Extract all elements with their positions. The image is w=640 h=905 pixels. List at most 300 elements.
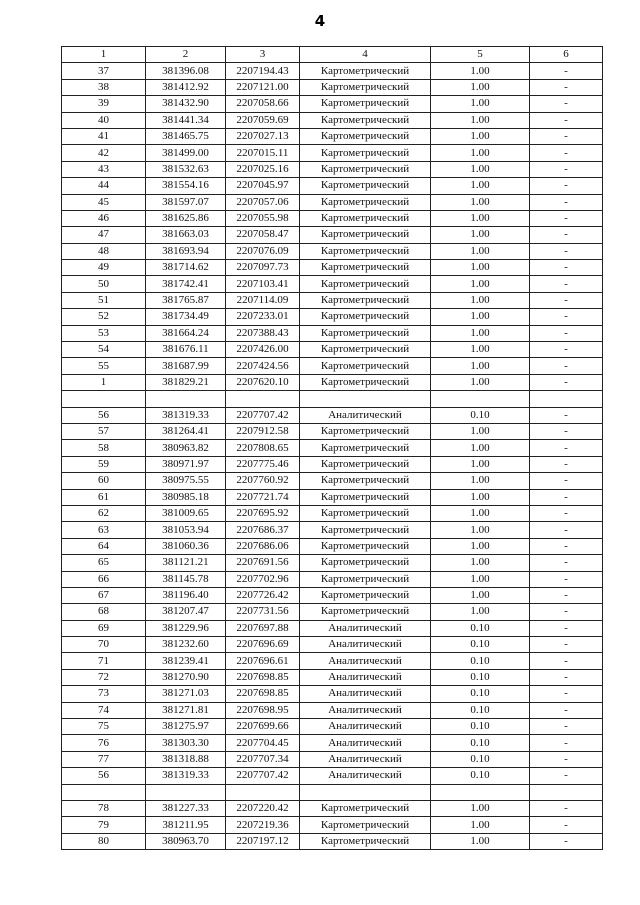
point-number-cell: 53 <box>62 325 146 341</box>
y-coordinate-cell: 2207696.69 <box>226 637 300 653</box>
x-coordinate-cell: 380971.97 <box>146 456 226 472</box>
header-cell-col5: 5 <box>431 47 530 63</box>
point-number-cell: 63 <box>62 522 146 538</box>
method-cell: Картометрический <box>300 309 431 325</box>
method-cell: Картометрический <box>300 325 431 341</box>
table-row <box>62 374 603 390</box>
accuracy-cell <box>431 391 530 407</box>
method-cell: Картометрический <box>300 79 431 95</box>
table-row <box>62 161 603 177</box>
x-coordinate-cell: 381211.95 <box>146 817 226 833</box>
note-cell <box>530 784 603 800</box>
point-number-cell: 55 <box>62 358 146 374</box>
y-coordinate-cell: 2207220.42 <box>226 800 300 816</box>
x-coordinate-cell: 381532.63 <box>146 161 226 177</box>
note-cell: - <box>530 489 603 505</box>
table-row <box>62 276 603 292</box>
table-row <box>62 292 603 308</box>
point-number-cell: 59 <box>62 456 146 472</box>
x-coordinate-cell: 381264.41 <box>146 423 226 439</box>
method-cell: Картометрический <box>300 456 431 472</box>
coordinates-table <box>61 46 603 850</box>
accuracy-cell: 1.00 <box>431 325 530 341</box>
point-number-cell: 62 <box>62 505 146 521</box>
note-cell: - <box>530 128 603 144</box>
note-cell: - <box>530 571 603 587</box>
x-coordinate-cell: 381663.03 <box>146 227 226 243</box>
method-cell: Картометрический <box>300 276 431 292</box>
accuracy-cell: 1.00 <box>431 522 530 538</box>
note-cell: - <box>530 768 603 784</box>
method-cell: Картометрический <box>300 817 431 833</box>
table-row <box>62 227 603 243</box>
y-coordinate-cell: 2207760.92 <box>226 473 300 489</box>
accuracy-cell: 1.00 <box>431 342 530 358</box>
table-row <box>62 407 603 423</box>
note-cell: - <box>530 276 603 292</box>
accuracy-cell: 1.00 <box>431 79 530 95</box>
y-coordinate-cell: 2207114.09 <box>226 292 300 308</box>
table-row <box>62 79 603 95</box>
note-cell: - <box>530 112 603 128</box>
accuracy-cell: 1.00 <box>431 243 530 259</box>
table-row <box>62 833 603 849</box>
point-number-cell: 41 <box>62 128 146 144</box>
point-number-cell: 73 <box>62 686 146 702</box>
accuracy-cell: 1.00 <box>431 63 530 79</box>
x-coordinate-cell: 381009.65 <box>146 505 226 521</box>
accuracy-cell: 0.10 <box>431 407 530 423</box>
note-cell: - <box>530 440 603 456</box>
accuracy-cell: 0.10 <box>431 702 530 718</box>
method-cell: Картометрический <box>300 194 431 210</box>
table-row <box>62 522 603 538</box>
note-cell: - <box>530 292 603 308</box>
point-number-cell: 57 <box>62 423 146 439</box>
method-cell: Аналитический <box>300 719 431 735</box>
point-number-cell: 51 <box>62 292 146 308</box>
note-cell: - <box>530 637 603 653</box>
x-coordinate-cell: 381196.40 <box>146 587 226 603</box>
y-coordinate-cell: 2207197.12 <box>226 833 300 849</box>
note-cell: - <box>530 325 603 341</box>
point-number-cell <box>62 391 146 407</box>
table-row <box>62 571 603 587</box>
accuracy-cell: 1.00 <box>431 473 530 489</box>
note-cell: - <box>530 161 603 177</box>
accuracy-cell: 1.00 <box>431 96 530 112</box>
method-cell: Аналитический <box>300 751 431 767</box>
table-row <box>62 817 603 833</box>
method-cell: Картометрический <box>300 440 431 456</box>
x-coordinate-cell <box>146 391 226 407</box>
accuracy-cell: 1.00 <box>431 292 530 308</box>
note-cell: - <box>530 686 603 702</box>
table-row <box>62 719 603 735</box>
y-coordinate-cell: 2207726.42 <box>226 587 300 603</box>
y-coordinate-cell: 2207697.88 <box>226 620 300 636</box>
accuracy-cell: 0.10 <box>431 620 530 636</box>
method-cell: Картометрический <box>300 522 431 538</box>
x-coordinate-cell: 381232.60 <box>146 637 226 653</box>
method-cell: Картометрический <box>300 63 431 79</box>
method-cell: Картометрический <box>300 800 431 816</box>
note-cell: - <box>530 751 603 767</box>
method-cell: Аналитический <box>300 653 431 669</box>
accuracy-cell: 1.00 <box>431 112 530 128</box>
note-cell: - <box>530 407 603 423</box>
x-coordinate-cell: 381714.62 <box>146 260 226 276</box>
y-coordinate-cell: 2207219.36 <box>226 817 300 833</box>
header-cell-col6: 6 <box>530 47 603 63</box>
point-number-cell: 75 <box>62 719 146 735</box>
note-cell: - <box>530 79 603 95</box>
accuracy-cell: 1.00 <box>431 833 530 849</box>
note-cell: - <box>530 587 603 603</box>
method-cell: Картометрический <box>300 571 431 587</box>
x-coordinate-cell: 381664.24 <box>146 325 226 341</box>
table-row <box>62 604 603 620</box>
y-coordinate-cell: 2207424.56 <box>226 358 300 374</box>
x-coordinate-cell: 380975.55 <box>146 473 226 489</box>
point-number-cell: 56 <box>62 768 146 784</box>
point-number-cell: 69 <box>62 620 146 636</box>
accuracy-cell: 1.00 <box>431 571 530 587</box>
table-row <box>62 63 603 79</box>
point-number-cell: 50 <box>62 276 146 292</box>
note-cell: - <box>530 817 603 833</box>
header-cell-col1: 1 <box>62 47 146 63</box>
point-number-cell: 60 <box>62 473 146 489</box>
header-cell-col3: 3 <box>226 47 300 63</box>
note-cell: - <box>530 555 603 571</box>
method-cell: Картометрический <box>300 555 431 571</box>
point-number-cell: 1 <box>62 374 146 390</box>
method-cell: Картометрический <box>300 210 431 226</box>
x-coordinate-cell: 381121.21 <box>146 555 226 571</box>
table-row <box>62 473 603 489</box>
note-cell: - <box>530 669 603 685</box>
accuracy-cell: 0.10 <box>431 686 530 702</box>
y-coordinate-cell: 2207015.11 <box>226 145 300 161</box>
table-row <box>62 768 603 784</box>
x-coordinate-cell: 381499.00 <box>146 145 226 161</box>
method-cell: Картометрический <box>300 538 431 554</box>
method-cell: Картометрический <box>300 505 431 521</box>
method-cell: Картометрический <box>300 292 431 308</box>
accuracy-cell: 1.00 <box>431 260 530 276</box>
accuracy-cell: 0.10 <box>431 653 530 669</box>
x-coordinate-cell: 381145.78 <box>146 571 226 587</box>
table-row <box>62 210 603 226</box>
y-coordinate-cell: 2207103.41 <box>226 276 300 292</box>
note-cell: - <box>530 260 603 276</box>
table-row <box>62 637 603 653</box>
table-row <box>62 505 603 521</box>
table-row <box>62 653 603 669</box>
accuracy-cell: 0.10 <box>431 637 530 653</box>
table-row <box>62 96 603 112</box>
point-number-cell: 56 <box>62 407 146 423</box>
accuracy-cell: 1.00 <box>431 374 530 390</box>
point-number-cell: 64 <box>62 538 146 554</box>
method-cell: Аналитический <box>300 768 431 784</box>
method-cell: Картометрический <box>300 342 431 358</box>
point-number-cell: 78 <box>62 800 146 816</box>
method-cell: Картометрический <box>300 374 431 390</box>
table-row <box>62 784 603 800</box>
table-row <box>62 309 603 325</box>
point-number-cell: 65 <box>62 555 146 571</box>
note-cell: - <box>530 63 603 79</box>
method-cell: Картометрический <box>300 833 431 849</box>
x-coordinate-cell: 381227.33 <box>146 800 226 816</box>
x-coordinate-cell: 381412.92 <box>146 79 226 95</box>
accuracy-cell: 1.00 <box>431 538 530 554</box>
x-coordinate-cell: 380985.18 <box>146 489 226 505</box>
accuracy-cell: 1.00 <box>431 505 530 521</box>
x-coordinate-cell: 381207.47 <box>146 604 226 620</box>
y-coordinate-cell: 2207775.46 <box>226 456 300 472</box>
method-cell: Картометрический <box>300 587 431 603</box>
table-row <box>62 735 603 751</box>
accuracy-cell: 1.00 <box>431 210 530 226</box>
method-cell <box>300 784 431 800</box>
y-coordinate-cell: 2207707.34 <box>226 751 300 767</box>
x-coordinate-cell: 381742.41 <box>146 276 226 292</box>
point-number-cell: 54 <box>62 342 146 358</box>
y-coordinate-cell: 2207121.00 <box>226 79 300 95</box>
y-coordinate-cell: 2207027.13 <box>226 128 300 144</box>
y-coordinate-cell: 2207055.98 <box>226 210 300 226</box>
point-number-cell: 58 <box>62 440 146 456</box>
x-coordinate-cell: 381441.34 <box>146 112 226 128</box>
note-cell: - <box>530 538 603 554</box>
table-row <box>62 702 603 718</box>
method-cell: Аналитический <box>300 702 431 718</box>
note-cell: - <box>530 342 603 358</box>
note-cell: - <box>530 735 603 751</box>
x-coordinate-cell <box>146 784 226 800</box>
method-cell: Картометрический <box>300 96 431 112</box>
x-coordinate-cell: 381239.41 <box>146 653 226 669</box>
x-coordinate-cell: 381319.33 <box>146 407 226 423</box>
table-row <box>62 145 603 161</box>
table-row <box>62 260 603 276</box>
accuracy-cell: 1.00 <box>431 276 530 292</box>
table-row <box>62 423 603 439</box>
table-row <box>62 620 603 636</box>
y-coordinate-cell: 2207076.09 <box>226 243 300 259</box>
y-coordinate-cell: 2207699.66 <box>226 719 300 735</box>
note-cell: - <box>530 96 603 112</box>
table-row <box>62 243 603 259</box>
y-coordinate-cell: 2207808.65 <box>226 440 300 456</box>
note-cell: - <box>530 227 603 243</box>
x-coordinate-cell: 381597.07 <box>146 194 226 210</box>
point-number-cell: 66 <box>62 571 146 587</box>
accuracy-cell: 1.00 <box>431 604 530 620</box>
point-number-cell: 72 <box>62 669 146 685</box>
x-coordinate-cell: 381554.16 <box>146 178 226 194</box>
note-cell: - <box>530 833 603 849</box>
note-cell: - <box>530 620 603 636</box>
note-cell: - <box>530 374 603 390</box>
table-body <box>62 63 603 850</box>
x-coordinate-cell: 381465.75 <box>146 128 226 144</box>
y-coordinate-cell: 2207698.95 <box>226 702 300 718</box>
method-cell: Картометрический <box>300 489 431 505</box>
x-coordinate-cell: 381319.33 <box>146 768 226 784</box>
point-number-cell: 39 <box>62 96 146 112</box>
method-cell: Аналитический <box>300 637 431 653</box>
y-coordinate-cell: 2207057.06 <box>226 194 300 210</box>
note-cell: - <box>530 604 603 620</box>
method-cell: Картометрический <box>300 423 431 439</box>
point-number-cell: 68 <box>62 604 146 620</box>
y-coordinate-cell: 2207696.61 <box>226 653 300 669</box>
accuracy-cell: 1.00 <box>431 456 530 472</box>
y-coordinate-cell: 2207698.85 <box>226 686 300 702</box>
x-coordinate-cell: 381229.96 <box>146 620 226 636</box>
table-row <box>62 112 603 128</box>
method-cell: Картометрический <box>300 112 431 128</box>
accuracy-cell: 1.00 <box>431 440 530 456</box>
accuracy-cell: 1.00 <box>431 555 530 571</box>
x-coordinate-cell: 381060.36 <box>146 538 226 554</box>
x-coordinate-cell: 381693.94 <box>146 243 226 259</box>
accuracy-cell: 0.10 <box>431 719 530 735</box>
note-cell: - <box>530 800 603 816</box>
y-coordinate-cell: 2207707.42 <box>226 407 300 423</box>
note-cell: - <box>530 702 603 718</box>
method-cell: Картометрический <box>300 358 431 374</box>
x-coordinate-cell: 381734.49 <box>146 309 226 325</box>
y-coordinate-cell: 2207097.73 <box>226 260 300 276</box>
point-number-cell: 52 <box>62 309 146 325</box>
y-coordinate-cell: 2207721.74 <box>226 489 300 505</box>
accuracy-cell: 1.00 <box>431 128 530 144</box>
point-number-cell: 49 <box>62 260 146 276</box>
accuracy-cell <box>431 784 530 800</box>
point-number-cell: 42 <box>62 145 146 161</box>
point-number-cell: 37 <box>62 63 146 79</box>
point-number-cell: 77 <box>62 751 146 767</box>
y-coordinate-cell: 2207702.96 <box>226 571 300 587</box>
method-cell: Картометрический <box>300 227 431 243</box>
method-cell: Картометрический <box>300 243 431 259</box>
y-coordinate-cell <box>226 391 300 407</box>
x-coordinate-cell: 381270.90 <box>146 669 226 685</box>
x-coordinate-cell: 381271.03 <box>146 686 226 702</box>
point-number-cell: 76 <box>62 735 146 751</box>
y-coordinate-cell: 2207912.58 <box>226 423 300 439</box>
accuracy-cell: 1.00 <box>431 309 530 325</box>
accuracy-cell: 0.10 <box>431 669 530 685</box>
table-row <box>62 456 603 472</box>
y-coordinate-cell: 2207731.56 <box>226 604 300 620</box>
accuracy-cell: 0.10 <box>431 751 530 767</box>
x-coordinate-cell: 381676.11 <box>146 342 226 358</box>
table-row <box>62 686 603 702</box>
table-row <box>62 391 603 407</box>
table-row <box>62 555 603 571</box>
accuracy-cell: 1.00 <box>431 800 530 816</box>
table-row <box>62 440 603 456</box>
method-cell: Картометрический <box>300 473 431 489</box>
point-number-cell: 44 <box>62 178 146 194</box>
accuracy-cell: 1.00 <box>431 358 530 374</box>
header-cell-col4: 4 <box>300 47 431 63</box>
method-cell: Картометрический <box>300 604 431 620</box>
y-coordinate-cell: 2207194.43 <box>226 63 300 79</box>
y-coordinate-cell: 2207698.85 <box>226 669 300 685</box>
point-number-cell: 47 <box>62 227 146 243</box>
point-number-cell: 45 <box>62 194 146 210</box>
accuracy-cell: 0.10 <box>431 735 530 751</box>
point-number-cell: 40 <box>62 112 146 128</box>
note-cell: - <box>530 358 603 374</box>
x-coordinate-cell: 381829.21 <box>146 374 226 390</box>
x-coordinate-cell: 381053.94 <box>146 522 226 538</box>
note-cell: - <box>530 194 603 210</box>
x-coordinate-cell: 381396.08 <box>146 63 226 79</box>
point-number-cell: 71 <box>62 653 146 669</box>
point-number-cell: 67 <box>62 587 146 603</box>
point-number-cell <box>62 784 146 800</box>
point-number-cell: 46 <box>62 210 146 226</box>
note-cell: - <box>530 243 603 259</box>
note-cell: - <box>530 145 603 161</box>
x-coordinate-cell: 380963.70 <box>146 833 226 849</box>
method-cell: Картометрический <box>300 161 431 177</box>
table-row <box>62 342 603 358</box>
accuracy-cell: 1.00 <box>431 423 530 439</box>
accuracy-cell: 1.00 <box>431 178 530 194</box>
table-row <box>62 800 603 816</box>
note-cell: - <box>530 522 603 538</box>
page-number: 4 <box>314 12 326 30</box>
table-row <box>62 128 603 144</box>
table-row <box>62 178 603 194</box>
table-row <box>62 358 603 374</box>
note-cell: - <box>530 456 603 472</box>
accuracy-cell: 1.00 <box>431 145 530 161</box>
table-row <box>62 194 603 210</box>
x-coordinate-cell: 381318.88 <box>146 751 226 767</box>
accuracy-cell: 1.00 <box>431 587 530 603</box>
method-cell: Аналитический <box>300 407 431 423</box>
x-coordinate-cell: 381432.90 <box>146 96 226 112</box>
x-coordinate-cell: 381765.87 <box>146 292 226 308</box>
table-row <box>62 751 603 767</box>
accuracy-cell: 1.00 <box>431 817 530 833</box>
x-coordinate-cell: 380963.82 <box>146 440 226 456</box>
y-coordinate-cell: 2207426.00 <box>226 342 300 358</box>
y-coordinate-cell: 2207058.66 <box>226 96 300 112</box>
x-coordinate-cell: 381687.99 <box>146 358 226 374</box>
accuracy-cell: 1.00 <box>431 194 530 210</box>
point-number-cell: 80 <box>62 833 146 849</box>
table-row <box>62 325 603 341</box>
table-row <box>62 587 603 603</box>
y-coordinate-cell: 2207045.97 <box>226 178 300 194</box>
note-cell: - <box>530 309 603 325</box>
method-cell <box>300 391 431 407</box>
note-cell: - <box>530 423 603 439</box>
point-number-cell: 43 <box>62 161 146 177</box>
table-row <box>62 669 603 685</box>
